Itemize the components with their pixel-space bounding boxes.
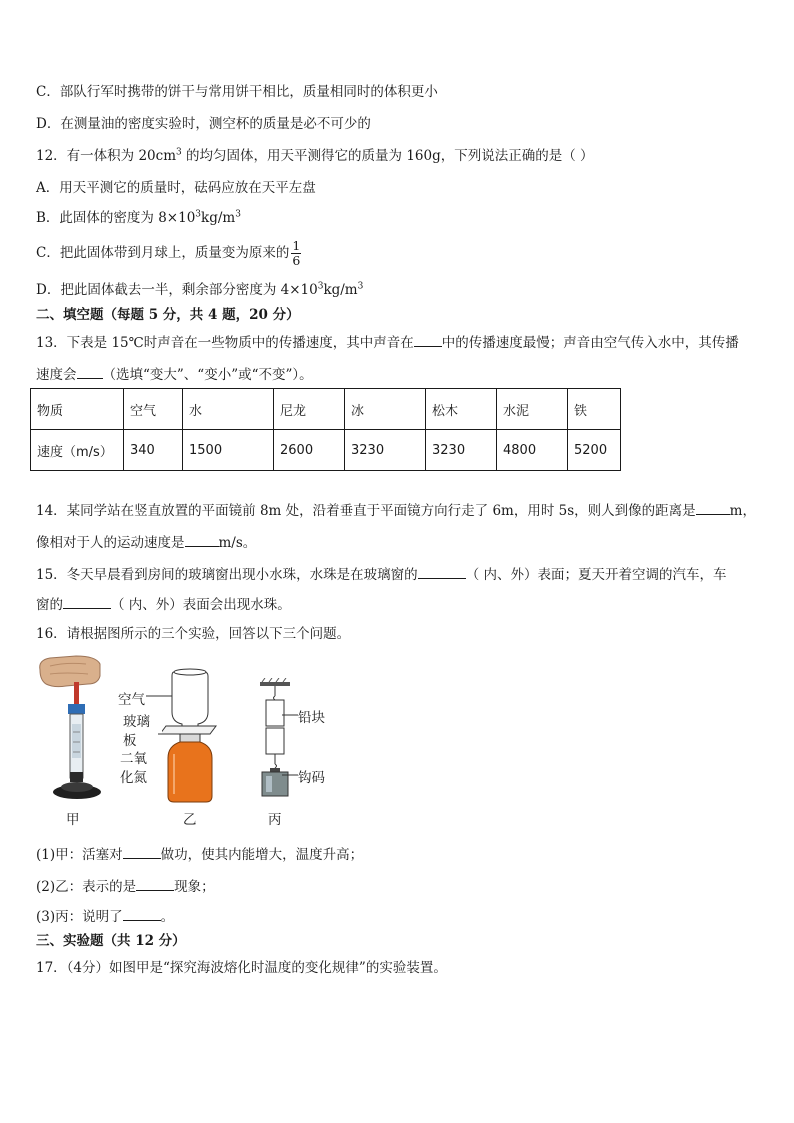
sound-speed-table <box>30 388 621 471</box>
q13-line2: 速度会 （选填“变大”、“变小”或“不变”）。 <box>36 364 313 385</box>
table-cell: 尼龙 <box>274 389 345 430</box>
label-hook-weight: 钩码 <box>298 770 325 786</box>
q15-blank-2[interactable] <box>63 594 111 609</box>
q11-option-c: C．部队行军时携带的饼干与常用饼干相比，质量相同时的体积更小 <box>36 84 438 100</box>
table-cell: 空气 <box>124 389 183 430</box>
label-no2-2: 化氮 <box>120 770 147 786</box>
q16-blank-2[interactable] <box>136 876 174 891</box>
gas-diffusion-pointers <box>146 690 176 760</box>
table-cell: 340 <box>124 430 183 471</box>
table-cell: 冰 <box>345 389 426 430</box>
q14-line1: 14．某同学站在竖直放置的平面镜前 8m 处，沿着垂直于平面镜方向行走了 6m，用时 5s，则人到像的距离是 m， <box>36 500 756 521</box>
q16-stem: 16．请根据图所示的三个实验，回答以下三个问题。 <box>36 626 351 642</box>
q12-option-b: B．此固体的密度为 $8\times 10^3kg/m^3$ <box>36 209 241 226</box>
table-row <box>31 389 621 430</box>
table-cell: 松木 <box>426 389 497 430</box>
q11-option-d: D．在测量油的密度实验时，测空杯的质量是必不可少的 <box>36 116 371 132</box>
table-cell: 水 <box>183 389 274 430</box>
table-cell: 速度（m/s） <box>31 430 124 471</box>
table-cell: 4800 <box>497 430 568 471</box>
q16-part-1: (1)甲：活塞对 做功，使其内能增大，温度升高； <box>36 844 363 865</box>
figure-label-yi: 乙 <box>183 812 197 828</box>
lead-block-pointers <box>282 705 298 785</box>
label-no2-1: 二氧 <box>120 751 147 767</box>
table-row <box>31 430 621 471</box>
q15-line1: 15．冬天早晨看到房间的玻璃窗出现小水珠，水珠是在玻璃窗的 （ 内、外）表面；夏天开着空调的汽车，车 <box>36 564 726 585</box>
label-glass-2: 板 <box>123 733 137 749</box>
table-cell: 物质 <box>31 389 124 430</box>
table-cell: 铁 <box>568 389 621 430</box>
piston-compression-figure <box>36 654 106 804</box>
section-heading-experiment: 三、实验题（共 12 分） <box>36 933 186 949</box>
table-cell: 5200 <box>568 430 621 471</box>
table-cell: 水泥 <box>497 389 568 430</box>
q15-line2: 窗的 （ 内、外）表面会出现水珠。 <box>36 594 291 615</box>
q12-option-d: D．把此固体截去一半，剩余部分密度为 $4\times 10^3kg/m^3$ <box>36 281 364 298</box>
fraction-one-sixth: $\frac{1}{6}$ <box>292 238 301 268</box>
table-cell: 3230 <box>426 430 497 471</box>
table-cell: 2600 <box>274 430 345 471</box>
q15-blank-1[interactable] <box>418 564 466 579</box>
q13-blank-2[interactable] <box>77 364 103 379</box>
q14-line2: 像相对于人的运动速度是 m/s。 <box>36 532 256 553</box>
q14-blank-1[interactable] <box>696 500 730 515</box>
q16-blank-1[interactable] <box>123 844 161 859</box>
label-air: 空气 <box>118 692 145 708</box>
q13-blank-1[interactable] <box>414 332 442 347</box>
table-cell: 3230 <box>345 430 426 471</box>
q16-part-3: (3)丙：说明了 。 <box>36 906 174 927</box>
table-cell: 1500 <box>183 430 274 471</box>
figure-label-bing: 丙 <box>268 812 282 828</box>
figure-label-jia: 甲 <box>66 812 80 828</box>
section-heading-fill-in: 二、填空题（每题 5 分，共 4 题，20 分） <box>36 307 300 323</box>
q17-stem: 17．（4分）如图甲是“探究海波熔化时温度的变化规律”的实验装置。 <box>36 960 447 976</box>
q12-option-c: C．把此固体带到月球上，质量变为原来的 $\frac{1}{6}$ <box>36 238 301 268</box>
q12-stem: 12．有一体积为 $20cm^3$ 的均匀固体，用天平测得它的质量为 160g，下列说法正确的是（ ） <box>36 147 594 164</box>
q13-line1: 13．下表是 15℃时声音在一些物质中的传播速度，其中声音在 中的传播速度最慢；声音由空气传入水中，其传播 <box>36 332 739 353</box>
q16-blank-3[interactable] <box>123 906 161 921</box>
q14-blank-2[interactable] <box>185 532 219 547</box>
q16-part-2: (2)乙：表示的是 现象； <box>36 876 215 897</box>
label-glass-1: 玻璃 <box>123 714 150 730</box>
q12-option-a: A．用天平测它的质量时，砝码应放在天平左盘 <box>36 180 316 196</box>
label-lead-block: 铅块 <box>298 710 325 726</box>
